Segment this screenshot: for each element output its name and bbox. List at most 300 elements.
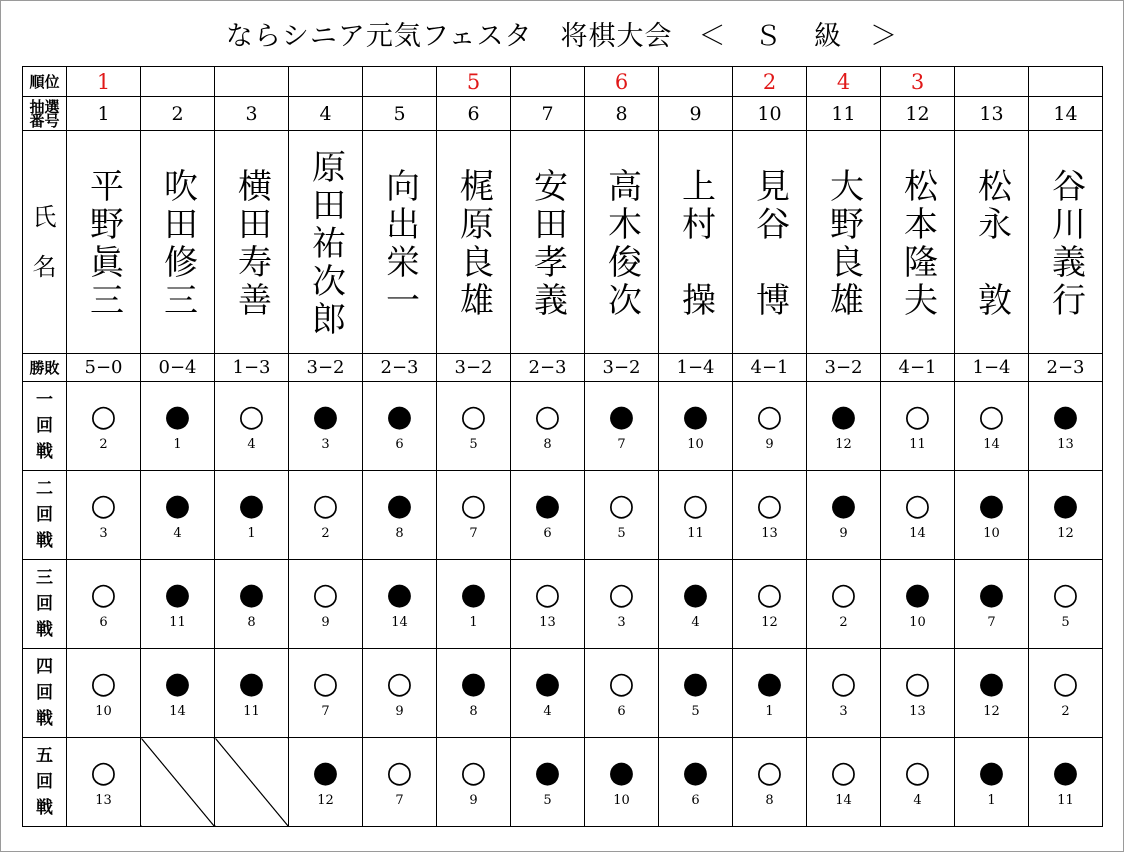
loss-mark-icon: ● <box>386 577 413 612</box>
opponent-number: 13 <box>95 793 112 808</box>
opponent-number: 3 <box>839 704 848 719</box>
opponent-number: 5 <box>469 437 478 452</box>
opponent-number: 4 <box>691 615 700 630</box>
opponent-number: 4 <box>247 437 256 452</box>
round-header <box>23 382 67 471</box>
player-name: 吹田修三 <box>157 168 198 320</box>
result-cell <box>1029 738 1103 827</box>
draw-number-cell: 14 <box>1029 97 1103 131</box>
loss-mark-icon: ● <box>978 488 1005 523</box>
tournament-title: ならシニア元気フェスタ 将棋大会 <box>225 21 673 52</box>
name-cell <box>955 131 1029 354</box>
win-loss-cell: 5−0 <box>67 354 141 382</box>
opponent-number: 11 <box>909 437 926 452</box>
loss-mark-icon: ● <box>682 577 709 612</box>
round-row <box>23 649 1103 738</box>
win-mark-icon: ○ <box>386 755 413 790</box>
player-name: 安田孝義 <box>527 168 568 320</box>
result-cell <box>807 382 881 471</box>
result-cell <box>733 738 807 827</box>
loss-mark-icon: ● <box>164 577 191 612</box>
opponent-number: 10 <box>983 526 1000 541</box>
player-name: 谷川義行 <box>1045 168 1086 320</box>
opponent-number: 14 <box>835 793 852 808</box>
draw-number-header-line1: 抽選 <box>29 97 60 116</box>
result-cell <box>67 738 141 827</box>
rank-cell <box>363 67 437 97</box>
draw-number-cell: 2 <box>141 97 215 131</box>
draw-number-cell: 3 <box>215 97 289 131</box>
draw-number-cell: 9 <box>659 97 733 131</box>
result-cell <box>437 649 511 738</box>
opponent-number: 9 <box>395 704 404 719</box>
opponent-number: 12 <box>761 615 778 630</box>
rank-cell: 3 <box>881 67 955 97</box>
result-cell <box>955 560 1029 649</box>
opponent-number: 10 <box>687 437 704 452</box>
result-cell <box>511 738 585 827</box>
rank-cell <box>659 67 733 97</box>
draw-number-cell: 1 <box>67 97 141 131</box>
round-header-char: 回 <box>36 683 53 703</box>
opponent-number: 2 <box>321 526 330 541</box>
result-cell <box>511 471 585 560</box>
loss-mark-icon: ● <box>312 755 339 790</box>
win-loss-cell: 2−3 <box>511 354 585 382</box>
player-name: 松本隆夫 <box>897 168 938 320</box>
opponent-number: 7 <box>395 793 404 808</box>
round-header <box>23 649 67 738</box>
round-header <box>23 560 67 649</box>
result-cell <box>881 560 955 649</box>
result-cell <box>881 471 955 560</box>
win-mark-icon: ○ <box>830 666 857 701</box>
win-mark-icon: ○ <box>978 399 1005 434</box>
result-cell <box>437 471 511 560</box>
result-cell <box>289 649 363 738</box>
result-cell <box>955 471 1029 560</box>
loss-mark-icon: ● <box>1052 755 1079 790</box>
loss-mark-icon: ● <box>164 488 191 523</box>
loss-mark-icon: ● <box>608 399 635 434</box>
bye-cell-slash <box>141 738 215 827</box>
win-mark-icon: ○ <box>90 488 117 523</box>
name-header-line1: 氏 <box>32 203 57 231</box>
win-mark-icon: ○ <box>386 666 413 701</box>
draw-number-cell: 7 <box>511 97 585 131</box>
player-name: 大野良雄 <box>823 168 864 320</box>
player-name: 上村 操 <box>675 168 716 320</box>
win-mark-icon: ○ <box>312 488 339 523</box>
win-mark-icon: ○ <box>756 488 783 523</box>
round-row <box>23 382 1103 471</box>
name-cell <box>141 131 215 354</box>
rank-cell: 4 <box>807 67 881 97</box>
opponent-number: 12 <box>1057 526 1074 541</box>
opponent-number: 11 <box>169 615 186 630</box>
name-row <box>23 131 1103 354</box>
rank-cell <box>215 67 289 97</box>
win-mark-icon: ○ <box>608 488 635 523</box>
opponent-number: 14 <box>983 437 1000 452</box>
opponent-number: 6 <box>617 704 626 719</box>
loss-mark-icon: ● <box>164 666 191 701</box>
win-loss-cell: 3−2 <box>807 354 881 382</box>
draw-number-row <box>23 97 1103 131</box>
result-cell <box>1029 382 1103 471</box>
loss-mark-icon: ● <box>386 399 413 434</box>
rank-header: 順位 <box>23 67 67 97</box>
win-mark-icon: ○ <box>1052 577 1079 612</box>
win-loss-cell: 2−3 <box>1029 354 1103 382</box>
result-cell <box>289 382 363 471</box>
win-mark-icon: ○ <box>90 666 117 701</box>
win-mark-icon: ○ <box>830 577 857 612</box>
result-cell <box>807 649 881 738</box>
win-mark-icon: ○ <box>756 577 783 612</box>
win-mark-icon: ○ <box>90 755 117 790</box>
opponent-number: 7 <box>987 615 996 630</box>
opponent-number: 3 <box>617 615 626 630</box>
opponent-number: 5 <box>617 526 626 541</box>
win-mark-icon: ○ <box>1052 666 1079 701</box>
rank-cell: 5 <box>437 67 511 97</box>
loss-mark-icon: ● <box>534 666 561 701</box>
opponent-number: 8 <box>395 526 404 541</box>
result-cell <box>585 649 659 738</box>
result-cell <box>659 738 733 827</box>
player-name: 原田祐次郎 <box>305 149 346 339</box>
result-cell <box>215 382 289 471</box>
rank-cell <box>289 67 363 97</box>
result-cell <box>141 471 215 560</box>
result-cell <box>215 649 289 738</box>
win-loss-cell: 1−4 <box>955 354 1029 382</box>
opponent-number: 10 <box>613 793 630 808</box>
win-mark-icon: ○ <box>904 755 931 790</box>
opponent-number: 5 <box>691 704 700 719</box>
draw-number-cell: 13 <box>955 97 1029 131</box>
win-mark-icon: ○ <box>756 755 783 790</box>
opponent-number: 6 <box>395 437 404 452</box>
opponent-number: 6 <box>543 526 552 541</box>
opponent-number: 7 <box>617 437 626 452</box>
result-cell <box>437 560 511 649</box>
win-loss-cell: 4−1 <box>881 354 955 382</box>
draw-number-header <box>23 97 67 131</box>
round-header-char: 回 <box>36 505 53 525</box>
win-mark-icon: ○ <box>90 577 117 612</box>
opponent-number: 1 <box>469 615 478 630</box>
result-cell <box>585 382 659 471</box>
result-cell <box>955 649 1029 738</box>
round-row <box>23 560 1103 649</box>
win-loss-cell: 1−3 <box>215 354 289 382</box>
round-header-char: 戦 <box>36 798 53 818</box>
name-cell <box>659 131 733 354</box>
round-header-char: 一 <box>36 390 53 410</box>
round-header-char: 二 <box>36 479 53 499</box>
opponent-number: 12 <box>983 704 1000 719</box>
rank-cell: 2 <box>733 67 807 97</box>
opponent-number: 10 <box>95 704 112 719</box>
opponent-number: 1 <box>987 793 996 808</box>
bye-cell-slash <box>215 738 289 827</box>
round-header-char: 三 <box>36 568 53 588</box>
name-cell <box>733 131 807 354</box>
round-row <box>23 738 1103 827</box>
loss-mark-icon: ● <box>608 755 635 790</box>
opponent-number: 3 <box>99 526 108 541</box>
result-cell <box>141 382 215 471</box>
player-name: 向出栄一 <box>379 168 420 320</box>
opponent-number: 9 <box>321 615 330 630</box>
result-cell <box>363 382 437 471</box>
result-cell <box>363 738 437 827</box>
loss-mark-icon: ● <box>460 577 487 612</box>
opponent-number: 3 <box>321 437 330 452</box>
round-header-char: 戦 <box>36 442 53 462</box>
win-mark-icon: ○ <box>904 488 931 523</box>
opponent-number: 2 <box>1061 704 1070 719</box>
win-mark-icon: ○ <box>460 755 487 790</box>
result-cell <box>363 649 437 738</box>
opponent-number: 1 <box>173 437 182 452</box>
result-cell <box>437 382 511 471</box>
opponent-number: 11 <box>687 526 704 541</box>
draw-number-cell: 8 <box>585 97 659 131</box>
results-table <box>22 66 1103 827</box>
round-header-char: 回 <box>36 594 53 614</box>
draw-number-cell: 6 <box>437 97 511 131</box>
loss-mark-icon: ● <box>682 666 709 701</box>
rank-cell <box>511 67 585 97</box>
loss-mark-icon: ● <box>682 755 709 790</box>
loss-mark-icon: ● <box>238 488 265 523</box>
opponent-number: 9 <box>765 437 774 452</box>
result-cell <box>807 738 881 827</box>
name-cell <box>881 131 955 354</box>
opponent-number: 8 <box>247 615 256 630</box>
win-mark-icon: ○ <box>312 577 339 612</box>
opponent-number: 14 <box>169 704 186 719</box>
opponent-number: 4 <box>543 704 552 719</box>
result-cell <box>1029 560 1103 649</box>
name-header-line2: 名 <box>32 253 57 281</box>
loss-mark-icon: ● <box>978 577 1005 612</box>
win-mark-icon: ○ <box>904 666 931 701</box>
result-cell <box>67 649 141 738</box>
result-cell <box>67 382 141 471</box>
win-mark-icon: ○ <box>312 666 339 701</box>
result-cell <box>363 560 437 649</box>
opponent-number: 13 <box>909 704 926 719</box>
round-header-char: 戦 <box>36 531 53 551</box>
player-name: 平野眞三 <box>83 168 124 320</box>
draw-number-cell: 11 <box>807 97 881 131</box>
opponent-number: 7 <box>321 704 330 719</box>
draw-number-cell: 12 <box>881 97 955 131</box>
page-title <box>0 14 1124 53</box>
opponent-number: 6 <box>691 793 700 808</box>
rank-cell: 6 <box>585 67 659 97</box>
result-cell <box>881 649 955 738</box>
opponent-number: 14 <box>391 615 408 630</box>
win-mark-icon: ○ <box>904 399 931 434</box>
loss-mark-icon: ● <box>1052 488 1079 523</box>
name-cell <box>363 131 437 354</box>
result-cell <box>807 471 881 560</box>
opponent-number: 13 <box>1057 437 1074 452</box>
result-cell <box>363 471 437 560</box>
opponent-number: 12 <box>835 437 852 452</box>
loss-mark-icon: ● <box>682 399 709 434</box>
win-mark-icon: ○ <box>90 399 117 434</box>
record-header: 勝敗 <box>23 354 67 382</box>
result-cell <box>141 649 215 738</box>
name-cell <box>585 131 659 354</box>
opponent-number: 13 <box>761 526 778 541</box>
result-cell <box>67 471 141 560</box>
loss-mark-icon: ● <box>830 399 857 434</box>
win-mark-icon: ○ <box>460 488 487 523</box>
result-cell <box>1029 649 1103 738</box>
player-name: 梶原良雄 <box>453 168 494 320</box>
win-loss-cell: 0−4 <box>141 354 215 382</box>
player-name: 松永 敦 <box>971 168 1012 320</box>
opponent-number: 11 <box>1057 793 1074 808</box>
name-cell <box>437 131 511 354</box>
loss-mark-icon: ● <box>238 666 265 701</box>
opponent-number: 7 <box>469 526 478 541</box>
name-cell <box>289 131 363 354</box>
opponent-number: 12 <box>317 793 334 808</box>
name-cell <box>807 131 881 354</box>
win-loss-cell: 4−1 <box>733 354 807 382</box>
opponent-number: 4 <box>173 526 182 541</box>
player-name: 高木俊次 <box>601 168 642 320</box>
win-mark-icon: ○ <box>608 577 635 612</box>
opponent-number: 2 <box>839 615 848 630</box>
opponent-number: 8 <box>543 437 552 452</box>
result-cell <box>733 382 807 471</box>
win-mark-icon: ○ <box>608 666 635 701</box>
loss-mark-icon: ● <box>978 666 1005 701</box>
rank-cell: 1 <box>67 67 141 97</box>
result-cell <box>215 471 289 560</box>
loss-mark-icon: ● <box>460 666 487 701</box>
loss-mark-icon: ● <box>386 488 413 523</box>
win-mark-icon: ○ <box>756 399 783 434</box>
name-header <box>23 131 67 354</box>
result-cell <box>289 738 363 827</box>
result-cell <box>733 560 807 649</box>
loss-mark-icon: ● <box>904 577 931 612</box>
rank-cell <box>1029 67 1103 97</box>
opponent-number: 9 <box>839 526 848 541</box>
draw-number-header-line2: 番号 <box>29 111 60 130</box>
result-cell <box>659 382 733 471</box>
result-cell <box>511 382 585 471</box>
win-loss-cell: 3−2 <box>289 354 363 382</box>
rank-cell <box>955 67 1029 97</box>
win-loss-cell: 1−4 <box>659 354 733 382</box>
opponent-number: 5 <box>543 793 552 808</box>
loss-mark-icon: ● <box>164 399 191 434</box>
rank-cell <box>141 67 215 97</box>
result-cell <box>437 738 511 827</box>
result-cell <box>585 738 659 827</box>
round-header-char: 四 <box>36 657 53 677</box>
result-cell <box>289 560 363 649</box>
loss-mark-icon: ● <box>238 577 265 612</box>
opponent-number: 8 <box>765 793 774 808</box>
loss-mark-icon: ● <box>534 488 561 523</box>
opponent-number: 11 <box>243 704 260 719</box>
opponent-number: 13 <box>539 615 556 630</box>
round-header-char: 五 <box>36 746 53 766</box>
result-cell <box>511 649 585 738</box>
loss-mark-icon: ● <box>978 755 1005 790</box>
result-cell <box>881 382 955 471</box>
opponent-number: 6 <box>99 615 108 630</box>
result-cell <box>289 471 363 560</box>
win-loss-cell: 2−3 <box>363 354 437 382</box>
result-cell <box>659 560 733 649</box>
loss-mark-icon: ● <box>756 666 783 701</box>
result-cell <box>585 471 659 560</box>
result-cell <box>511 560 585 649</box>
opponent-number: 4 <box>913 793 922 808</box>
result-cell <box>955 738 1029 827</box>
opponent-number: 1 <box>765 704 774 719</box>
name-cell <box>215 131 289 354</box>
win-mark-icon: ○ <box>682 488 709 523</box>
result-cell <box>733 471 807 560</box>
opponent-number: 5 <box>1061 615 1070 630</box>
result-cell <box>585 560 659 649</box>
draw-number-cell: 10 <box>733 97 807 131</box>
win-mark-icon: ○ <box>534 399 561 434</box>
result-cell <box>659 471 733 560</box>
opponent-number: 10 <box>909 615 926 630</box>
player-name: 横田寿善 <box>231 168 272 320</box>
loss-mark-icon: ● <box>312 399 339 434</box>
result-cell <box>659 649 733 738</box>
opponent-number: 2 <box>99 437 108 452</box>
win-mark-icon: ○ <box>238 399 265 434</box>
name-cell <box>67 131 141 354</box>
win-loss-cell: 3−2 <box>585 354 659 382</box>
win-mark-icon: ○ <box>460 399 487 434</box>
name-cell <box>1029 131 1103 354</box>
result-cell <box>67 560 141 649</box>
draw-number-cell: 4 <box>289 97 363 131</box>
result-cell <box>141 560 215 649</box>
result-cell <box>215 560 289 649</box>
win-mark-icon: ○ <box>830 755 857 790</box>
result-cell <box>807 560 881 649</box>
win-loss-cell: 3−2 <box>437 354 511 382</box>
round-header <box>23 738 67 827</box>
draw-number-cell: 5 <box>363 97 437 131</box>
name-cell <box>511 131 585 354</box>
opponent-number: 8 <box>469 704 478 719</box>
result-cell <box>1029 471 1103 560</box>
player-name: 見谷 博 <box>749 168 790 320</box>
grade-label: ＜ Ｓ 級 ＞ <box>698 21 899 52</box>
record-row <box>23 354 1103 382</box>
